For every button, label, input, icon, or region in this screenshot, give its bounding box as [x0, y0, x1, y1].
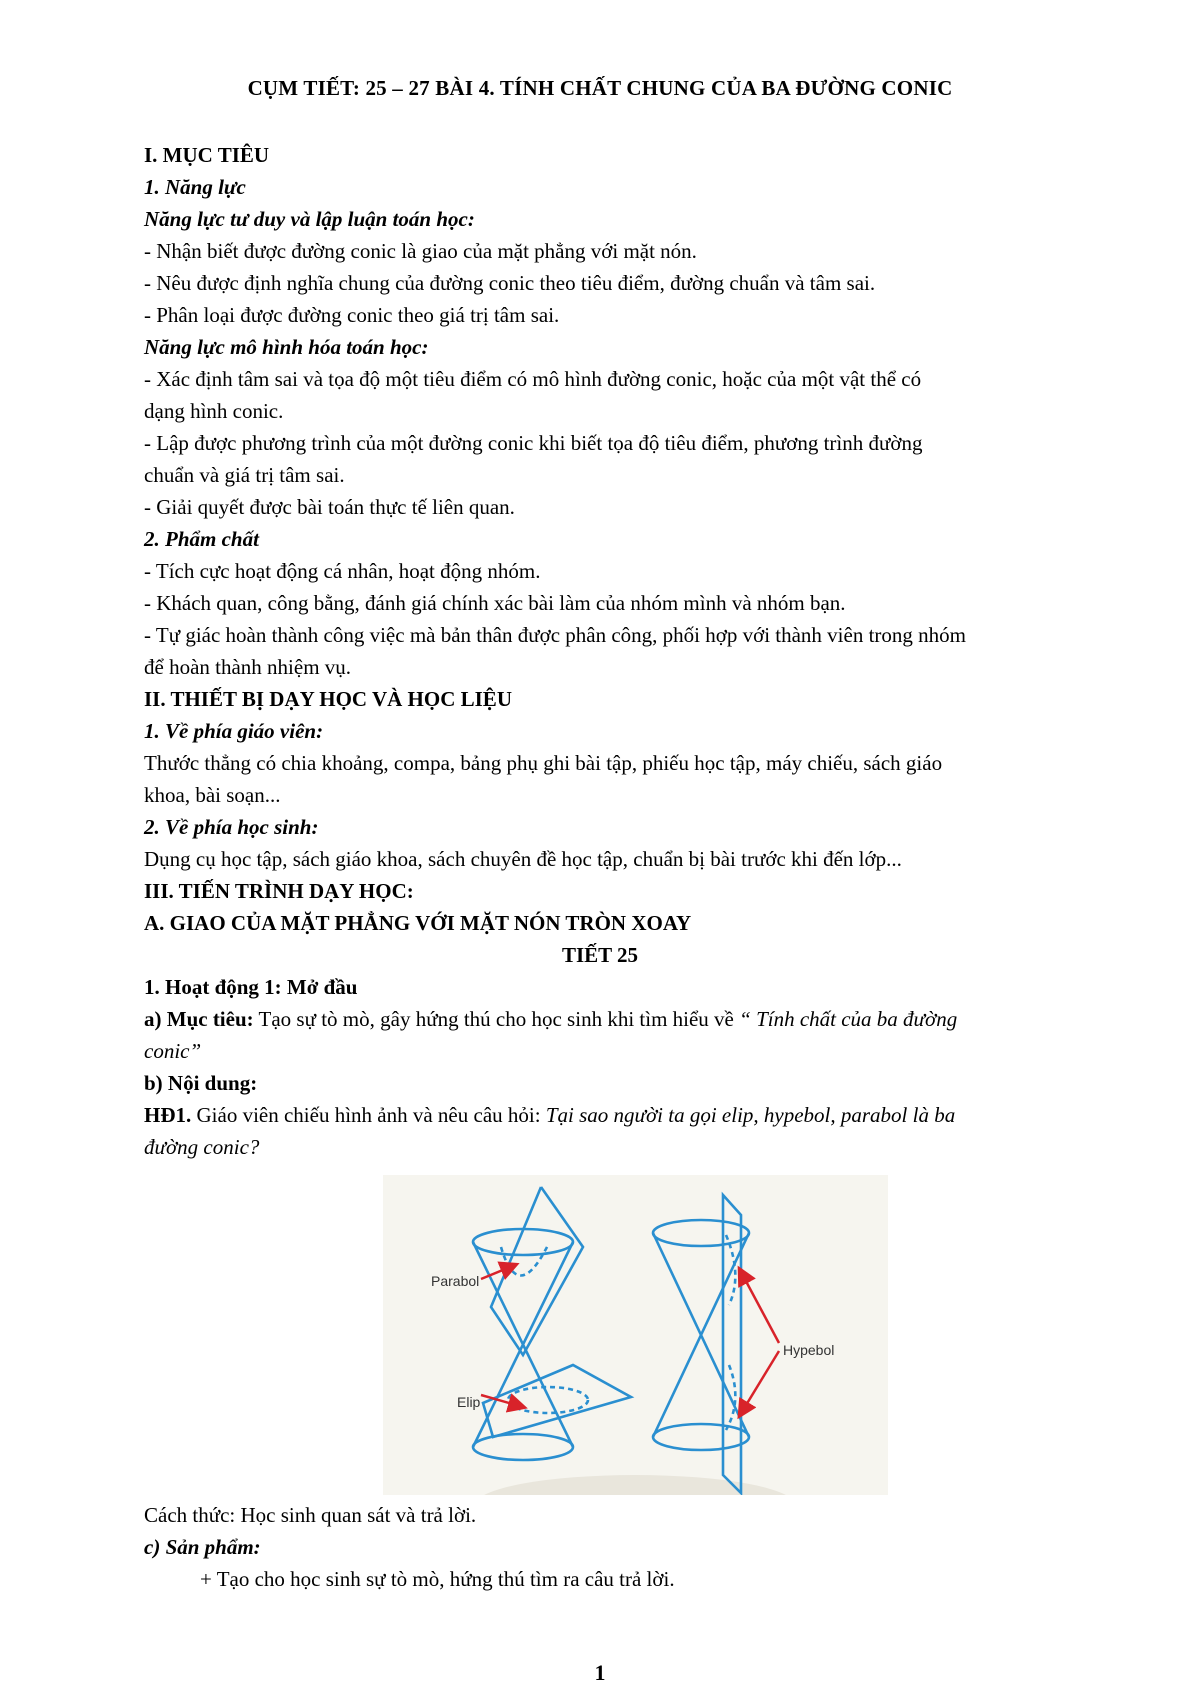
- lesson-title: CỤM TIẾT: 25 – 27 BÀI 4. TÍNH CHẤT CHUNG CỦA BA ĐƯỜNG CONIC: [247, 76, 953, 100]
- student-line: Dụng cụ học tập, sách giáo khoa, sách chuyên đề học tập, chuẩn bị bài trước khi đến lớp...: [144, 847, 902, 871]
- content-label: b) Nội dung:: [144, 1071, 258, 1095]
- objective-label: a) Mục tiêu:: [144, 1007, 254, 1031]
- figure-background: [383, 1175, 888, 1495]
- objective-line: dạng hình conic.: [144, 399, 284, 423]
- objective-line: - Giải quyết được bài toán thực tế liên quan.: [144, 495, 515, 519]
- hd1-text: Giáo viên chiếu hình ảnh và nêu câu hỏi:: [191, 1103, 546, 1127]
- part-a-heading: A. GIAO CỦA MẶT PHẲNG VỚI MẶT NÓN TRÒN XOAY: [144, 911, 692, 935]
- product-item: + Tạo cho học sinh sự tò mò, hứng thú tìm ra câu trả lời.: [200, 1567, 675, 1591]
- subsection-pham-chat: 2. Phẩm chất: [144, 527, 259, 551]
- product-label: c) Sản phẩm:: [144, 1535, 261, 1559]
- section-3-heading: III. TIẾN TRÌNH DẠY HỌC:: [144, 879, 414, 903]
- student-heading: 2. Về phía học sinh:: [144, 815, 319, 839]
- teacher-line: Thước thẳng có chia khoảng, compa, bảng phụ ghi bài tập, phiếu học tập, máy chiếu, sách giáo: [144, 751, 943, 775]
- objective-line: - Xác định tâm sai và tọa độ một tiêu điểm có mô hình đường conic, hoặc của một vật thể có: [144, 367, 922, 391]
- teacher-heading: 1. Về phía giáo viên:: [144, 719, 324, 743]
- method-line: Cách thức: Học sinh quan sát và trả lời.: [144, 1503, 477, 1527]
- elip-label: Elip: [457, 1394, 481, 1410]
- objective-line: - Nêu được định nghĩa chung của đường conic theo tiêu điểm, đường chuẩn và tâm sai.: [144, 271, 876, 295]
- objective-text: Tạo sự tò mò, gây hứng thú cho học sinh khi tìm hiểu về: [253, 1007, 740, 1031]
- hd1-question: Tại sao người ta gọi elip, hypebol, parabol là ba: [545, 1103, 956, 1127]
- page-number: 1: [594, 1660, 606, 1685]
- objective-quote: “ Tính chất của ba đường: [739, 1007, 958, 1031]
- activity-1-heading: 1. Hoạt động 1: Mở đầu: [144, 975, 358, 999]
- section-2-heading: II. THIẾT BỊ DẠY HỌC VÀ HỌC LIỆU: [144, 687, 512, 711]
- quality-line: - Khách quan, công bằng, đánh giá chính xác bài làm của nhóm mình và nhóm bạn.: [144, 591, 846, 615]
- hd1-question-cont: đường conic?: [144, 1135, 260, 1159]
- hd1-label: HĐ1.: [144, 1103, 192, 1127]
- objective-line: - Nhận biết được đường conic là giao của mặt phẳng với mặt nón.: [144, 239, 697, 263]
- teacher-line: khoa, bài soạn...: [144, 783, 281, 807]
- objective-line: chuẩn và giá trị tâm sai.: [144, 463, 345, 487]
- parabol-label: Parabol: [431, 1273, 480, 1289]
- hd1-paragraph: [144, 1102, 955, 1128]
- subsection-nang-luc: 1. Năng lực: [144, 175, 246, 199]
- nang-luc-tu-duy-heading: Năng lực tư duy và lập luận toán học:: [144, 207, 475, 231]
- objective-paragraph: [144, 1006, 957, 1032]
- conic-sections-figure: [383, 1175, 888, 1495]
- section-1-heading: I. MỤC TIÊU: [144, 143, 270, 167]
- objective-quote-cont: conic”: [144, 1039, 202, 1063]
- quality-line: - Tích cực hoạt động cá nhân, hoạt động nhóm.: [144, 559, 541, 583]
- objective-line: - Lập được phương trình của một đường conic khi biết tọa độ tiêu điểm, phương trình đường: [144, 431, 923, 455]
- nang-luc-mo-hinh-heading: Năng lực mô hình hóa toán học:: [144, 335, 429, 359]
- quality-line: để hoàn thành nhiệm vụ.: [144, 655, 352, 679]
- quality-line: - Tự giác hoàn thành công việc mà bản thân được phân công, phối hợp với thành viên trong nhóm: [144, 623, 967, 647]
- tiet-heading: TIẾT 25: [561, 943, 639, 967]
- objective-line: - Phân loại được đường conic theo giá trị tâm sai.: [144, 303, 560, 327]
- hypebol-label: Hypebol: [783, 1342, 835, 1358]
